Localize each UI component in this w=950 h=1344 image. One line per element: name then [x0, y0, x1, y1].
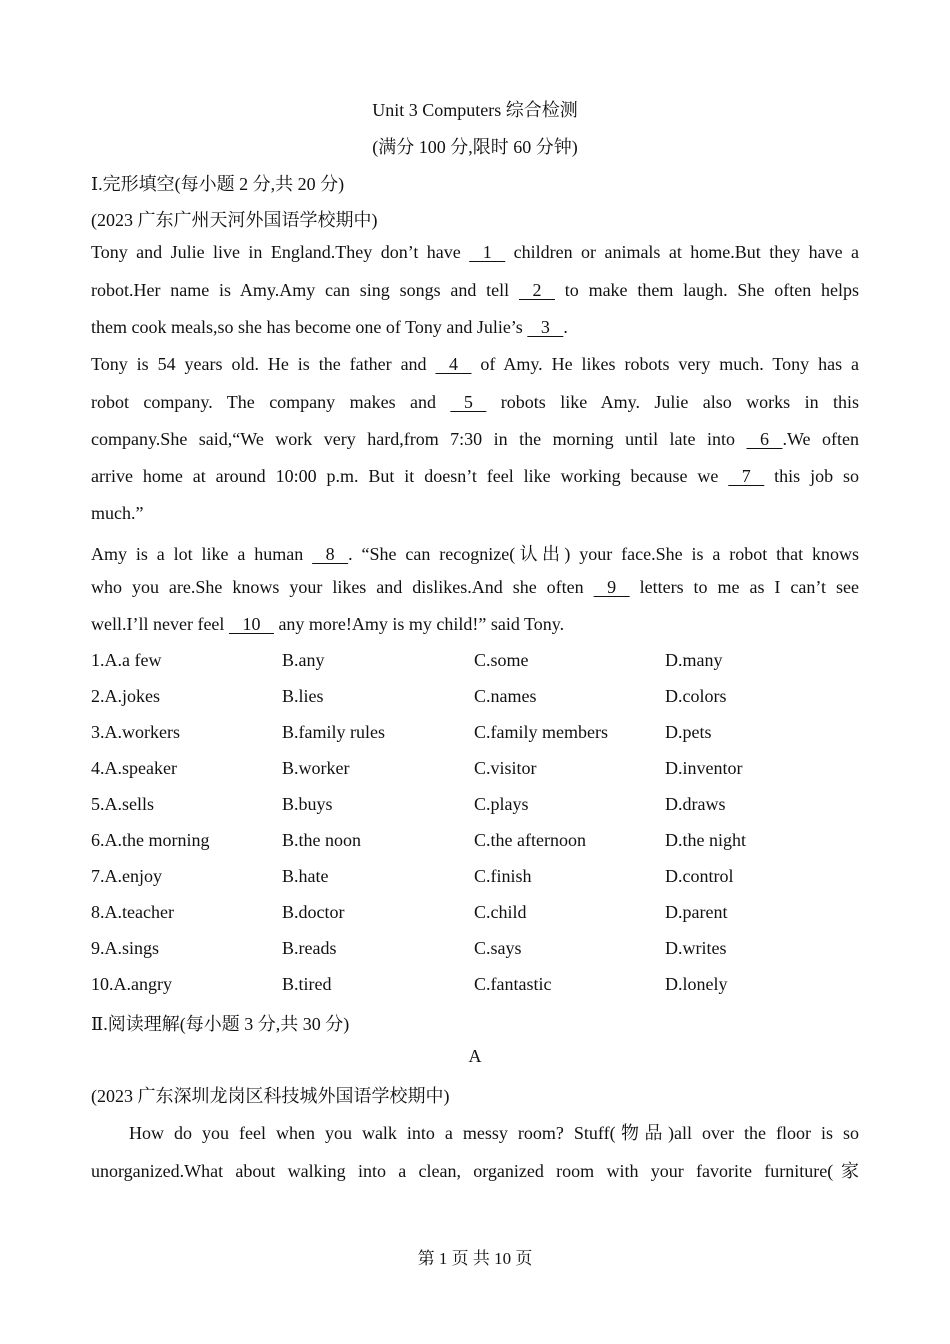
option-a: 1.A.a few [91, 650, 162, 670]
option-b: B.hate [282, 866, 329, 886]
passage-line [91, 354, 859, 375]
passage-text: well.I’ll never feel [91, 614, 229, 634]
option-a: 3.A.workers [91, 722, 180, 742]
passage-text: arrive home at around 10:00 p.m. But it doesn’t feel like working because we [91, 466, 729, 486]
page-footer: 第 1 页 共 10 页 [417, 1249, 533, 1268]
option-c: C.some [474, 650, 529, 670]
option-b: B.the noon [282, 830, 361, 850]
blank-2: 2 [518, 280, 555, 300]
passage-line [91, 280, 859, 301]
blank-1: 1 [469, 242, 506, 262]
option-row [91, 722, 859, 758]
option-b: B.buys [282, 794, 333, 814]
passage-line [91, 503, 859, 524]
passage-line [91, 392, 859, 413]
passage-line [91, 242, 859, 263]
option-d: D.pets [665, 722, 712, 742]
passage-text: .We often [782, 429, 859, 449]
option-row [91, 758, 859, 794]
option-a: 6.A.the morning [91, 830, 210, 850]
blank-6: 6 [746, 429, 783, 449]
option-a: 2.A.jokes [91, 686, 160, 706]
document-subtitle: (满分 100 分,限时 60 分钟) [372, 137, 578, 157]
option-row [91, 830, 859, 866]
option-c: C.names [474, 686, 537, 706]
option-a: 8.A.teacher [91, 902, 174, 922]
option-b: B.family rules [282, 722, 385, 742]
blank-10: 10 [228, 614, 274, 634]
passage-text: Tony and Julie live in England.They don’t have [91, 242, 470, 262]
passage-line [91, 540, 859, 566]
option-d: D.control [665, 866, 734, 886]
passage-line [91, 429, 859, 450]
option-a: 5.A.sells [91, 794, 154, 814]
reading-paragraph-line: How do you feel when you walk into a messy room? Stuff(物品)all over the floor is so [129, 1123, 859, 1143]
passage-text: Amy is a lot like a human [91, 544, 313, 564]
blank-4: 4 [435, 354, 472, 374]
blank-3: 3 [527, 317, 564, 337]
option-a: 7.A.enjoy [91, 866, 162, 886]
passage-text: company.She said,“We work very hard,from 7:30 in the morning until late into [91, 429, 747, 449]
option-b: B.any [282, 650, 325, 670]
option-b: B.doctor [282, 902, 345, 922]
option-d: D.draws [665, 794, 726, 814]
option-c: C.fantastic [474, 974, 552, 994]
option-a: 9.A.sings [91, 938, 160, 958]
option-b: B.worker [282, 758, 350, 778]
passage-text: to make them laugh. She often helps [554, 280, 859, 300]
option-c: C.the afternoon [474, 830, 586, 850]
passage-text: letters to me as I can’t see [629, 577, 859, 597]
option-c: C.visitor [474, 758, 537, 778]
passage-text: much.” [91, 503, 144, 523]
option-a: 10.A.angry [91, 974, 172, 994]
passage-line [91, 317, 859, 338]
passage-text: of Amy. He likes robots very much. Tony has a [471, 354, 859, 374]
option-d: D.lonely [665, 974, 728, 994]
option-row [91, 650, 859, 686]
passage-line [91, 614, 859, 635]
passage-text: robot.Her name is Amy.Amy can sing songs and tell [91, 280, 519, 300]
option-c: C.child [474, 902, 527, 922]
passage-text: . [563, 317, 568, 337]
option-row [91, 938, 859, 974]
option-c: C.finish [474, 866, 532, 886]
blank-9: 9 [593, 577, 630, 597]
option-b: B.lies [282, 686, 324, 706]
passage-text: them cook meals,so she has become one of Tony and Julie’s [91, 317, 528, 337]
option-c: C.family members [474, 722, 608, 742]
section1-source: (2023 广东广州天河外国语学校期中) [91, 210, 378, 230]
option-row [91, 974, 859, 1010]
option-row [91, 902, 859, 938]
option-row [91, 866, 859, 902]
option-row [91, 686, 859, 722]
passage-label: A [468, 1046, 482, 1066]
passage-text: Tony is 54 years old. He is the father and [91, 354, 436, 374]
blank-5: 5 [450, 392, 487, 412]
passage-text: children or animals at home.But they have a [505, 242, 859, 262]
option-c: C.says [474, 938, 522, 958]
passage-text: robot company. The company makes and [91, 392, 451, 412]
passage-text: . “She can recognize(认出) your face.She is a robot that knows [348, 544, 859, 564]
option-row [91, 794, 859, 830]
passage-line [91, 577, 859, 598]
option-a: 4.A.speaker [91, 758, 177, 778]
section2-source: (2023 广东深圳龙岗区科技城外国语学校期中) [91, 1086, 450, 1106]
passage-text: who you are.She knows your likes and dislikes.And she often [91, 577, 594, 597]
passage-line [91, 466, 859, 487]
blank-8: 8 [312, 544, 349, 564]
option-b: B.tired [282, 974, 332, 994]
option-d: D.many [665, 650, 723, 670]
reading-paragraph-line: unorganized.What about walking into a clean, organized room with your favorite furniture(家 [91, 1161, 859, 1181]
option-c: C.plays [474, 794, 529, 814]
option-d: D.the night [665, 830, 746, 850]
blank-7: 7 [728, 466, 765, 486]
passage-text: robots like Amy. Julie also works in this [486, 392, 860, 412]
document-title: Unit 3 Computers 综合检测 [372, 100, 578, 120]
option-d: D.writes [665, 938, 727, 958]
section2-heading: Ⅱ.阅读理解(每小题 3 分,共 30 分) [91, 1014, 350, 1034]
option-d: D.colors [665, 686, 727, 706]
option-d: D.parent [665, 902, 728, 922]
option-b: B.reads [282, 938, 337, 958]
passage-text: any more!Amy is my child!” said Tony. [273, 614, 565, 634]
passage-text: this job so [764, 466, 860, 486]
option-d: D.inventor [665, 758, 743, 778]
section1-heading: Ⅰ.完形填空(每小题 2 分,共 20 分) [91, 174, 345, 194]
